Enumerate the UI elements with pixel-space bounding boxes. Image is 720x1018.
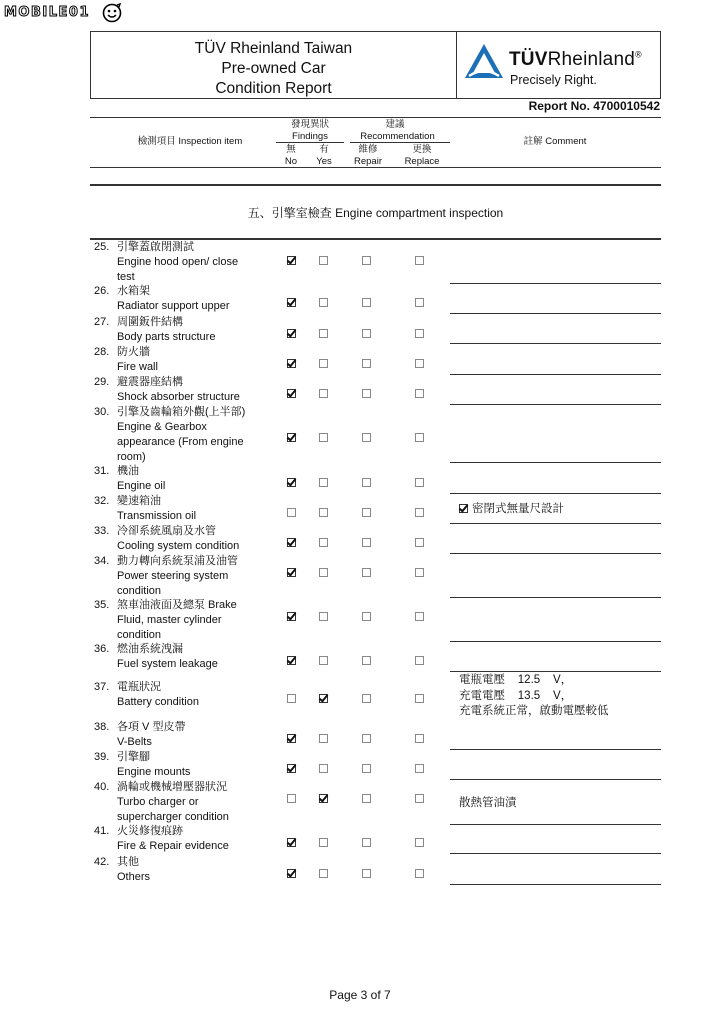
item-label-line: Fire & Repair evidence bbox=[117, 840, 229, 852]
inspection-row bbox=[90, 642, 670, 672]
checkbox-yes[interactable] bbox=[319, 329, 328, 338]
checkbox-no[interactable] bbox=[287, 478, 296, 487]
checkbox-yes[interactable] bbox=[319, 694, 328, 703]
col-findings-en: Findings bbox=[292, 131, 328, 142]
comment-line bbox=[459, 796, 517, 812]
tuv-wordmark-rest: Rheinland bbox=[547, 49, 635, 70]
recommend-rule bbox=[350, 142, 450, 143]
checkbox-repair[interactable] bbox=[362, 734, 371, 743]
item-label-line: condition bbox=[117, 585, 162, 597]
registered-mark: ® bbox=[634, 49, 642, 60]
comment-text bbox=[459, 502, 564, 518]
col-no-zh: 無 bbox=[286, 144, 296, 155]
col-yes-zh: 有 bbox=[319, 144, 329, 155]
checkbox-repair[interactable] bbox=[362, 568, 371, 577]
item-label-line: Engine hood open/ close bbox=[117, 256, 239, 268]
header-divider bbox=[456, 32, 457, 98]
findings-rule bbox=[276, 142, 344, 143]
tuv-brand bbox=[461, 42, 661, 92]
inspection-row bbox=[90, 750, 670, 780]
col-repair-en: Repair bbox=[354, 156, 382, 167]
inspection-row bbox=[90, 345, 670, 375]
item-label-line: 渦輪或機械增壓器狀況 bbox=[117, 781, 227, 793]
checkbox-yes[interactable] bbox=[319, 256, 328, 265]
checkbox-no[interactable] bbox=[287, 298, 296, 307]
item-label bbox=[117, 750, 267, 780]
item-label bbox=[117, 375, 267, 405]
inspection-row bbox=[90, 375, 670, 405]
mobile01-watermark bbox=[2, 2, 126, 24]
item-label-line: 變速箱油 bbox=[117, 495, 161, 507]
item-label-line: condition bbox=[117, 629, 162, 641]
checkbox-replace[interactable] bbox=[415, 568, 424, 577]
checkbox-repair[interactable] bbox=[362, 694, 371, 703]
item-label-line: 防火牆 bbox=[117, 346, 150, 358]
checkbox-repair[interactable] bbox=[362, 764, 371, 773]
table-top-rule bbox=[90, 117, 661, 118]
col-recommend-zh: 建議 bbox=[385, 119, 405, 130]
item-number: 38. bbox=[94, 721, 110, 733]
item-number: 33. bbox=[94, 525, 110, 537]
checkbox-repair[interactable] bbox=[362, 298, 371, 307]
item-label-line: Engine mounts bbox=[117, 766, 191, 778]
inspection-row bbox=[90, 780, 670, 823]
checkbox-replace[interactable] bbox=[415, 694, 424, 703]
checkbox-replace[interactable] bbox=[415, 298, 424, 307]
item-label bbox=[117, 720, 267, 750]
checkbox-replace[interactable] bbox=[415, 734, 424, 743]
title-line: TÜV Rheinland Taiwan bbox=[194, 40, 353, 57]
title-line: Condition Report bbox=[215, 80, 332, 97]
checkbox-yes[interactable] bbox=[319, 838, 328, 847]
checkbox-repair[interactable] bbox=[362, 389, 371, 398]
comment-line-rule bbox=[450, 313, 661, 314]
inspection-row bbox=[90, 315, 670, 345]
col-comment: 註解 Comment bbox=[523, 136, 587, 147]
item-label-line: supercharger condition bbox=[117, 811, 229, 823]
inspection-row bbox=[90, 240, 670, 283]
checkbox-no[interactable] bbox=[287, 764, 296, 773]
col-findings-zh: 發現異狀 bbox=[290, 119, 329, 130]
comment-line-rule bbox=[450, 884, 661, 885]
col-no-en: No bbox=[284, 156, 298, 167]
checkbox-yes[interactable] bbox=[319, 734, 328, 743]
item-label bbox=[117, 680, 267, 710]
checkbox-no[interactable] bbox=[287, 794, 296, 803]
checkbox-replace[interactable] bbox=[415, 329, 424, 338]
item-label-line: Engine oil bbox=[117, 480, 166, 492]
checkbox-repair[interactable] bbox=[362, 508, 371, 517]
section-top-rule bbox=[90, 184, 661, 186]
item-label-line: 其他 bbox=[117, 856, 139, 868]
checkbox-yes[interactable] bbox=[319, 612, 328, 621]
comment-line bbox=[459, 502, 564, 518]
item-label-line: Battery condition bbox=[117, 696, 199, 708]
checkbox-yes[interactable] bbox=[319, 538, 328, 547]
item-label-line: Cooling system condition bbox=[117, 540, 240, 552]
item-label-line: Fluid, master cylinder bbox=[117, 614, 222, 626]
checkbox-repair[interactable] bbox=[362, 838, 371, 847]
item-label bbox=[117, 780, 267, 825]
report-title bbox=[91, 39, 456, 99]
checkbox-yes[interactable] bbox=[319, 508, 328, 517]
item-label-line: 機油 bbox=[117, 465, 139, 477]
checkbox-replace[interactable] bbox=[415, 794, 424, 803]
col-recommend-en: Recommendation bbox=[360, 131, 435, 142]
checkbox-repair[interactable] bbox=[362, 794, 371, 803]
item-label bbox=[117, 494, 267, 524]
item-label-line: Radiator support upper bbox=[117, 300, 230, 312]
item-label-line: 避震器座結構 bbox=[117, 376, 183, 388]
item-label bbox=[117, 642, 267, 672]
item-label-line: Fire wall bbox=[117, 361, 158, 373]
checkbox-replace[interactable] bbox=[415, 869, 424, 878]
comment-line bbox=[459, 704, 609, 720]
item-label-line: 引擎及齒輪箱外觀(上半部) bbox=[117, 406, 246, 418]
item-number: 35. bbox=[94, 599, 110, 611]
item-label-line: 各項 V 型皮帶 bbox=[117, 721, 186, 733]
comment-line-text: 充電電壓 13.5 V， bbox=[459, 689, 573, 702]
item-number: 28. bbox=[94, 346, 110, 358]
item-label-line: Shock absorber structure bbox=[117, 391, 240, 403]
checkbox-replace[interactable] bbox=[415, 359, 424, 368]
checkbox-no[interactable] bbox=[287, 433, 296, 442]
checkbox-no[interactable] bbox=[287, 838, 296, 847]
inspection-row bbox=[90, 464, 670, 494]
item-number: 31. bbox=[94, 465, 110, 477]
item-label-line: 引擎蓋啟閉測試 bbox=[117, 241, 194, 253]
comment-line-rule bbox=[450, 343, 661, 344]
item-label-line: 煞車油液面及總泵 Brake bbox=[117, 599, 237, 611]
checkbox-repair[interactable] bbox=[362, 538, 371, 547]
inspection-row bbox=[90, 824, 670, 854]
item-number: 39. bbox=[94, 751, 110, 763]
comment-line-rule bbox=[450, 853, 661, 854]
item-label bbox=[117, 824, 267, 854]
item-number: 25. bbox=[94, 241, 110, 253]
tuv-triangle-logo-icon bbox=[463, 42, 505, 82]
page-number: Page 3 of 7 bbox=[329, 988, 391, 1002]
col-replace-en: Replace bbox=[404, 156, 440, 167]
title-line: Pre-owned Car bbox=[221, 60, 326, 77]
item-label-line: 冷卻系統風扇及水管 bbox=[117, 525, 216, 537]
comment-line bbox=[459, 689, 609, 705]
tuv-slogan: Precisely Right. bbox=[510, 73, 597, 87]
item-label bbox=[117, 240, 267, 285]
item-number: 34. bbox=[94, 555, 110, 567]
inspection-row bbox=[90, 674, 670, 717]
checkbox-repair[interactable] bbox=[362, 656, 371, 665]
checkbox-no[interactable] bbox=[287, 329, 296, 338]
checkbox-replace[interactable] bbox=[415, 612, 424, 621]
item-label-line: appearance (From engine bbox=[117, 436, 244, 448]
item-label-line: Power steering system bbox=[117, 570, 229, 582]
checkbox-repair[interactable] bbox=[362, 359, 371, 368]
col-yes-en: Yes bbox=[316, 156, 332, 167]
table-header-rule bbox=[90, 167, 661, 168]
col-inspection-item: 檢測項目 Inspection item bbox=[137, 136, 243, 147]
checkbox-yes[interactable] bbox=[319, 359, 328, 368]
checkbox-no[interactable] bbox=[287, 612, 296, 621]
checkbox-yes[interactable] bbox=[319, 869, 328, 878]
checkbox-repair[interactable] bbox=[362, 478, 371, 487]
inspection-row bbox=[90, 494, 670, 524]
smiley-logo-icon bbox=[102, 3, 122, 23]
checkbox-replace[interactable] bbox=[415, 389, 424, 398]
checkbox-yes[interactable] bbox=[319, 794, 328, 803]
item-label-line: 水箱架 bbox=[117, 285, 150, 297]
report-header bbox=[90, 31, 661, 99]
item-number: 36. bbox=[94, 643, 110, 655]
checkbox-replace[interactable] bbox=[415, 764, 424, 773]
comment-line-rule bbox=[450, 462, 661, 463]
checkbox-replace[interactable] bbox=[415, 538, 424, 547]
inspection-row bbox=[90, 524, 670, 554]
item-number: 42. bbox=[94, 856, 110, 868]
report-number: Report No. 4700010542 bbox=[528, 99, 660, 113]
item-number: 27. bbox=[94, 316, 110, 328]
item-label bbox=[117, 855, 267, 885]
checkbox-no[interactable] bbox=[287, 538, 296, 547]
comment-line-text: 電瓶電壓 12.5 V， bbox=[459, 674, 573, 686]
col-repair-zh: 維修 bbox=[358, 144, 378, 155]
item-label-line: Fuel system leakage bbox=[117, 658, 218, 670]
item-label bbox=[117, 598, 267, 643]
comment-line-text: 密閉式無量尺設計 bbox=[472, 503, 564, 515]
checkbox-repair[interactable] bbox=[362, 433, 371, 442]
section-title: 五、引擎室檢查 Engine compartment inspection bbox=[247, 206, 504, 220]
item-number: 37. bbox=[94, 681, 110, 693]
checkbox-repair[interactable] bbox=[362, 612, 371, 621]
inspection-row bbox=[90, 554, 670, 597]
checkbox-no[interactable] bbox=[287, 869, 296, 878]
item-label bbox=[117, 405, 267, 465]
comment-line bbox=[459, 673, 609, 689]
comment-line-rule bbox=[450, 671, 661, 672]
checkbox-repair[interactable] bbox=[362, 256, 371, 265]
item-label-line: 電瓶狀況 bbox=[117, 681, 161, 693]
checkbox-no[interactable] bbox=[287, 694, 296, 703]
checkbox-yes[interactable] bbox=[319, 433, 328, 442]
checkbox-no[interactable] bbox=[287, 568, 296, 577]
checkbox-no[interactable] bbox=[287, 508, 296, 517]
item-label-line: Engine & Gearbox bbox=[117, 421, 207, 433]
item-label-line: Transmission oil bbox=[117, 510, 197, 522]
inspection-row bbox=[90, 598, 670, 641]
comment-checkbox[interactable] bbox=[459, 504, 468, 513]
inspection-row bbox=[90, 855, 670, 885]
item-label bbox=[117, 284, 267, 314]
checkbox-no[interactable] bbox=[287, 734, 296, 743]
item-number: 41. bbox=[94, 825, 110, 837]
checkbox-yes[interactable] bbox=[319, 298, 328, 307]
comment-line-text: 散熱管油漬 bbox=[459, 797, 517, 809]
item-label-line: room) bbox=[117, 451, 146, 463]
checkbox-no[interactable] bbox=[287, 256, 296, 265]
checkbox-no[interactable] bbox=[287, 656, 296, 665]
checkbox-repair[interactable] bbox=[362, 329, 371, 338]
comment-line-text: 充電系統正常，啟動電壓較低 bbox=[459, 705, 609, 717]
checkbox-repair[interactable] bbox=[362, 869, 371, 878]
item-number: 30. bbox=[94, 406, 110, 418]
checkbox-replace[interactable] bbox=[415, 256, 424, 265]
watermark-text: MOBILE01 bbox=[4, 5, 90, 20]
item-label-line: Turbo charger or bbox=[117, 796, 199, 808]
item-label-line: 動力轉向系統泵浦及油管 bbox=[117, 555, 238, 567]
item-label bbox=[117, 554, 267, 599]
comment-text bbox=[459, 673, 609, 720]
checkbox-yes[interactable] bbox=[319, 389, 328, 398]
item-label-line: 燃油系統洩漏 bbox=[117, 643, 183, 655]
checkbox-no[interactable] bbox=[287, 389, 296, 398]
item-label bbox=[117, 464, 267, 494]
item-number: 29. bbox=[94, 376, 110, 388]
tuv-wordmark-bold: TÜV bbox=[509, 49, 548, 70]
comment-text bbox=[459, 796, 517, 812]
inspection-row bbox=[90, 720, 670, 750]
checkbox-yes[interactable] bbox=[319, 478, 328, 487]
checkbox-replace[interactable] bbox=[415, 478, 424, 487]
checkbox-replace[interactable] bbox=[415, 508, 424, 517]
checkbox-replace[interactable] bbox=[415, 433, 424, 442]
item-label-line: Others bbox=[117, 871, 151, 883]
item-label-line: 火災修復痕跡 bbox=[117, 825, 183, 837]
checkbox-replace[interactable] bbox=[415, 838, 424, 847]
item-label-line: 周圍鈑件結構 bbox=[117, 316, 183, 328]
item-label bbox=[117, 524, 267, 554]
item-label-line: V-Belts bbox=[117, 736, 152, 748]
item-number: 32. bbox=[94, 495, 110, 507]
item-number: 40. bbox=[94, 781, 110, 793]
checkbox-no[interactable] bbox=[287, 359, 296, 368]
item-label bbox=[117, 315, 267, 345]
item-number: 26. bbox=[94, 285, 110, 297]
col-replace-zh: 更換 bbox=[412, 144, 432, 155]
checkbox-replace[interactable] bbox=[415, 656, 424, 665]
item-label bbox=[117, 345, 267, 375]
checkbox-yes[interactable] bbox=[319, 568, 328, 577]
inspection-row bbox=[90, 405, 670, 463]
checkbox-yes[interactable] bbox=[319, 656, 328, 665]
inspection-row bbox=[90, 284, 670, 314]
tuv-wordmark bbox=[509, 49, 642, 71]
checkbox-yes[interactable] bbox=[319, 764, 328, 773]
item-label-line: test bbox=[117, 271, 135, 283]
item-label-line: Body parts structure bbox=[117, 331, 216, 343]
item-label-line: 引擎腳 bbox=[117, 751, 150, 763]
